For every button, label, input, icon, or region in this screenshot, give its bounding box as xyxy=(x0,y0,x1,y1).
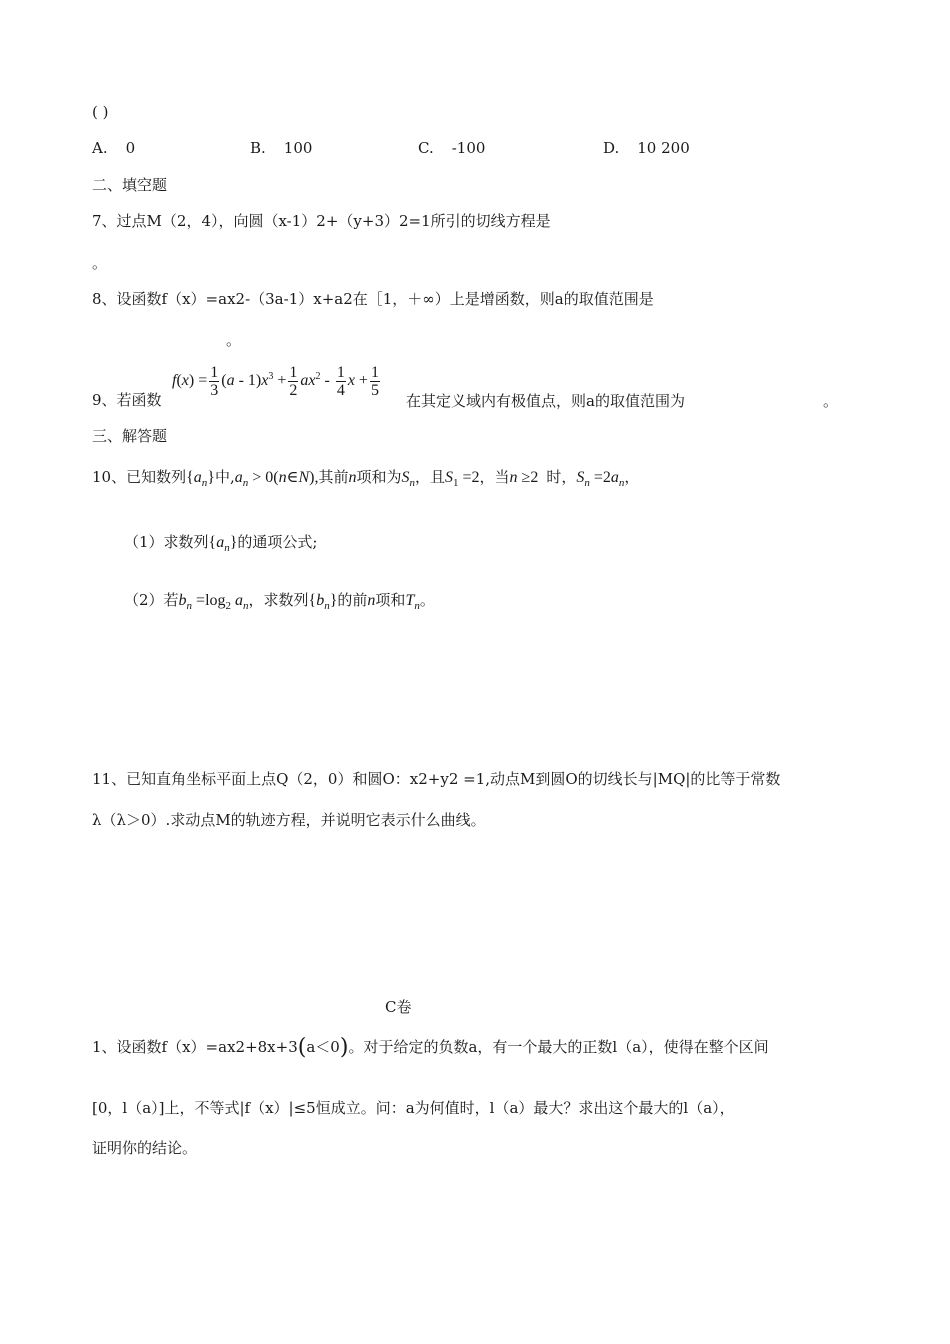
q10-tn: $T_n$ xyxy=(405,592,420,612)
q10-n-ge-2: n ≥2 xyxy=(509,469,539,486)
question-9-prefix: 9、若函数 xyxy=(92,391,162,409)
question-9-suffix: 在其定义域内有极值点，则a的取值范围为 xyxy=(406,392,685,410)
q10-n: n xyxy=(348,469,357,486)
q10-condition: $a_n$ > 0(n∈N), xyxy=(234,469,319,489)
option-a: A. 0 xyxy=(92,139,136,157)
option-b: B. 100 xyxy=(250,139,313,157)
c-question-1-line-3: 证明你的结论。 xyxy=(92,1139,198,1157)
option-c: C. -100 xyxy=(418,139,486,157)
q10-seq-bn: $\{b_n\}$ xyxy=(308,592,338,612)
question-8-tail: 。 xyxy=(226,331,242,349)
section-fill-in-title: 二、填空题 xyxy=(92,176,168,194)
question-11-line-1: 11、已知直角坐标平面上点Q（2，0）和圆O：x2+y2 =1,动点M到圆O的切线长与|MQ|的比等于常数 xyxy=(92,770,781,788)
q10-p1-seq: $\{a_n\}$ xyxy=(208,534,238,554)
c-question-1-line-2: [0，l（a）]上，不等式|f（x）|≤5恒成立。问：a为何值时，l（a）最大？求出这个最大的l（a）， xyxy=(92,1099,735,1117)
c-question-1-line-1: 1、设函数f（x）=ax2+8x+3(a＜0)。对于给定的负数a，有一个最大的正数l（a），使得在整个区间 xyxy=(92,1035,769,1060)
c1-close-paren: ) xyxy=(339,1035,349,1060)
q10-bn-def: $b_n =\log_2$ $a_n$ xyxy=(178,592,249,612)
question-9-tail: 。 xyxy=(823,392,839,410)
option-d: D. 10 200 xyxy=(603,139,690,157)
question-7-tail: 。 xyxy=(92,254,108,272)
q10-relation: $S_n =2a_n$ xyxy=(576,469,625,489)
q10-seq-an: $\{a_n\}$ xyxy=(186,469,215,489)
c1-open-paren: ( xyxy=(297,1035,307,1060)
q9-formula: f(x) = $\frac{1}{3}$ $(a - 1)x^3$ + $\frac{1}{2}$ $ax^2$ - $\frac{1}{4}$ x + $\frac{1}{5}$ xyxy=(172,364,379,399)
section-answer-title: 三、解答题 xyxy=(92,427,168,445)
question-7: 7、过点M（2，4），向圆（x-1）2+（y+3）2=1所引的切线方程是 xyxy=(92,212,551,230)
question-8: 8、设函数f（x）=ax2-（3a-1）x+a2在［1，＋∞）上是增函数，则a的取值范围是 xyxy=(92,290,654,308)
question-11-line-2: λ（λ＞0）.求动点M的轨迹方程，并说明它表示什么曲线。 xyxy=(92,811,486,829)
q6-answer-paren: ( ) xyxy=(92,103,109,121)
q10-p2-n: n xyxy=(367,592,376,609)
q10-s1: $S_1 =2$ xyxy=(445,469,480,489)
question-10: 10、已知数列$\{a_n\}$中$,a_n$ > 0(n∈N),其前n项和为$S_n$，且$S_1 =2$，当n ≥2 时，$S_n =2a_n$， xyxy=(92,468,640,489)
question-10-part-2: （2）若$b_n =\log_2$ $a_n$，求数列$\{b_n\}$的前n项和$T_n$。 xyxy=(124,591,435,612)
section-c-title: C卷 xyxy=(385,998,412,1016)
q10-sn: $S_n$ xyxy=(401,469,415,489)
question-10-part-1: （1）求数列$\{a_n\}$的通项公式; xyxy=(124,533,318,554)
